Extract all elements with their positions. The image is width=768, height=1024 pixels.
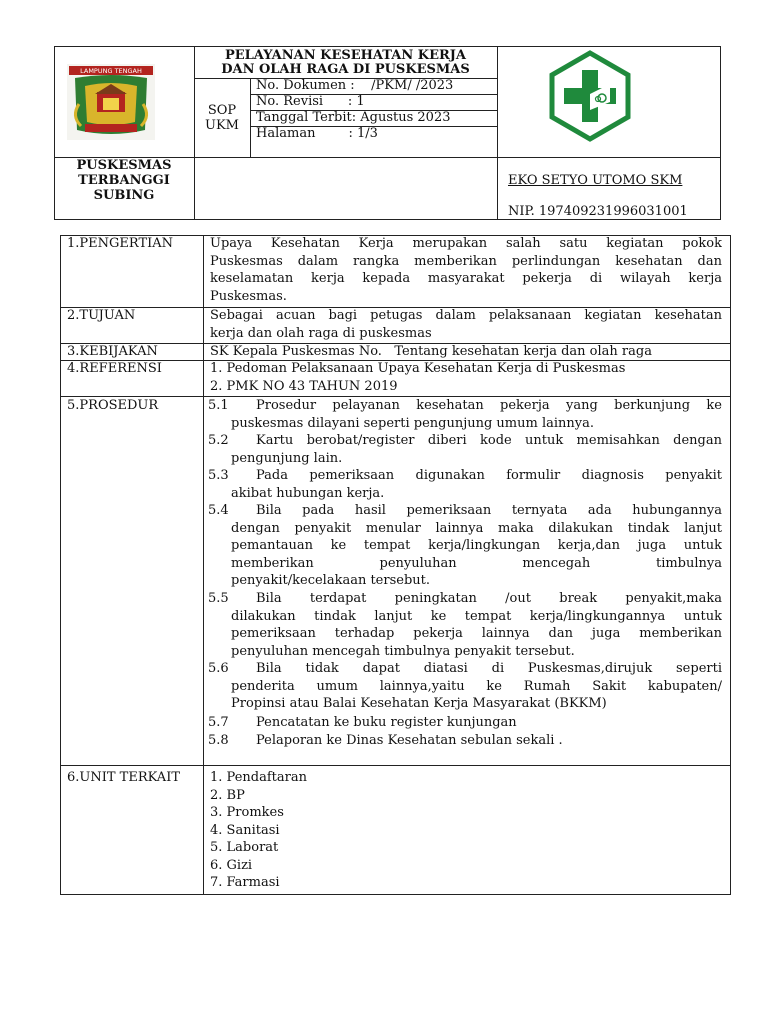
document-title-line2: DAN OLAH RAGA DI PUSKESMAS	[221, 62, 470, 77]
procedure-step	[208, 502, 722, 590]
section-label-prosedur: 5.PROSEDUR	[67, 398, 159, 413]
ukm-label: UKM	[205, 118, 239, 133]
text-line: pemeriksaan terhadap pekerja lainnya dan juga memberikan	[231, 626, 722, 641]
revision-number: No. Revisi : 1	[256, 94, 365, 109]
list-item: 3. Promkes	[210, 805, 284, 820]
text-line: penyuluhan mencegah timbulnya penyakit tersebut.	[231, 643, 575, 659]
text-line: Puskesmas dalam rangka memberikan perlindungan kesehatan dan	[210, 253, 722, 269]
step-number: 5.6	[208, 661, 229, 676]
section-body-prosedur	[208, 397, 722, 757]
text-line: Kartu berobat/register diberi kode untuk memisahkan dengan	[256, 433, 722, 448]
puskesmas-logo	[544, 50, 636, 142]
procedure-step	[208, 432, 722, 467]
list-item: 2. BP	[210, 787, 245, 803]
signer-nip: NIP. 197409231996031001	[508, 204, 688, 219]
text-line: dilakukan tindak lanjut ke tempat kerja/lingkungannya untuk	[231, 608, 722, 624]
list-item: 6. Gizi	[210, 857, 253, 873]
lampung-tengah-logo	[67, 64, 155, 140]
text-line: Pencatatan ke buku register kunjungan	[256, 715, 517, 730]
org-name-line2: TERBANGGI	[78, 173, 170, 188]
header-divider	[250, 78, 251, 157]
text-line: Pelaporan ke Dinas Kesehatan sebulan sekali .	[256, 733, 563, 748]
text-line: pemantauan ke tempat kerja/lingkungan kerja,dan juga untuk	[231, 538, 722, 553]
org-name-line3: SUBING	[93, 188, 155, 203]
section-body-referensi	[210, 360, 722, 395]
section-label-pengertian: 1.PENGERTIAN	[67, 236, 174, 251]
section-body-tujuan	[210, 307, 722, 342]
page-number: Halaman : 1/3	[256, 126, 378, 141]
issue-date: Tanggal Terbit: Agustus 2023	[256, 110, 451, 125]
text-line: kerja dan olah raga di puskesmas	[210, 325, 432, 341]
step-number: 5.2	[208, 433, 229, 448]
text-line: Prosedur pelayanan kesehatan pekerja yang berkunjung ke	[256, 398, 722, 413]
section-label-unit-terkait: 6.UNIT TERKAIT	[67, 770, 181, 785]
procedure-step	[208, 397, 722, 432]
header-divider	[497, 46, 498, 220]
step-number: 5.5	[208, 591, 229, 606]
text-line: Propinsi atau Balai Kesehatan Kerja Masyarakat (BKKM)	[231, 696, 607, 711]
text-line: penderita umum lainnya,yaitu ke Rumah Sakit kabupaten/	[231, 678, 722, 694]
text-line: dengan penyakit menular lainnya maka dilakukan tindak lanjut	[231, 520, 722, 536]
text-line: pengunjung lain.	[231, 450, 343, 466]
text-line: keselamatan kerja kepada masyarakat pekerja di wilayah kerja	[210, 271, 722, 286]
section-body-pengertian	[210, 235, 722, 305]
section-label-tujuan: 2.TUJUAN	[67, 308, 136, 323]
table-divider	[60, 765, 731, 766]
logo-banner-text: LAMPUNG TENGAH	[80, 67, 142, 75]
sop-label: SOP	[207, 103, 237, 118]
signer-name: EKO SETYO UTOMO SKM	[508, 173, 683, 188]
step-number: 5.8	[208, 733, 229, 748]
document-title-line1: PELAYANAN KESEHATAN KERJA	[224, 48, 467, 63]
step-number: 5.4	[208, 503, 229, 518]
procedure-step	[208, 732, 722, 750]
text-line: akibat hubungan kerja.	[231, 485, 385, 501]
text-line: Bila tidak dapat diatasi di Puskesmas,dirujuk seperti	[256, 661, 722, 676]
list-item: 7. Farmasi	[210, 875, 280, 890]
text-line: Upaya Kesehatan Kerja merupakan salah satu kegiatan pokok	[210, 236, 722, 251]
text-line: memberikan penyuluhan mencegah timbulnya	[231, 555, 722, 571]
text-line: Bila pada hasil pemeriksaan ternyata ada hubungannya	[256, 503, 722, 518]
list-item: 5. Laborat	[210, 840, 279, 855]
table-divider	[203, 235, 204, 895]
procedure-step	[208, 467, 722, 502]
doc-number: No. Dokumen : /PKM/ /2023	[256, 78, 454, 93]
org-name-line1: PUSKESMAS	[76, 158, 172, 173]
list-item: 1. Pedoman Pelaksanaan Upaya Kesehatan Kerja di Puskesmas	[210, 361, 626, 376]
section-label-referensi: 4.REFERENSI	[67, 361, 162, 376]
text-line: puskesmas dilayani seperti pengunjung umum lainnya.	[231, 415, 594, 431]
list-item: 1. Pendaftaran	[210, 770, 307, 785]
list-item: 2. PMK NO 43 TAHUN 2019	[210, 378, 398, 394]
text-line: Sebagai acuan bagi petugas dalam pelaksanaan kegiatan kesehatan	[210, 308, 722, 323]
section-body-unit-terkait	[210, 769, 722, 892]
step-number: 5.1	[208, 398, 229, 413]
step-number: 5.3	[208, 468, 229, 483]
section-body-kebijakan	[210, 343, 722, 361]
text-line: penyakit/kecelakaan tersebut.	[231, 573, 431, 588]
text-line: Puskesmas.	[210, 288, 287, 304]
list-item: 4. Sanitasi	[210, 822, 280, 838]
section-label-kebijakan: 3.KEBIJAKAN	[67, 344, 158, 359]
procedure-step	[208, 590, 722, 660]
procedure-step	[208, 660, 722, 713]
procedure-step	[208, 714, 722, 732]
text-line: Pada pemeriksaan digunakan formulir diagnosis penyakit	[256, 468, 722, 483]
text-line: SK Kepala Puskesmas No. Tentang kesehatan kerja dan olah raga	[210, 344, 652, 359]
step-number: 5.7	[208, 715, 229, 730]
text-line: Bila terdapat peningkatan /out break penyakit,maka	[256, 591, 722, 606]
